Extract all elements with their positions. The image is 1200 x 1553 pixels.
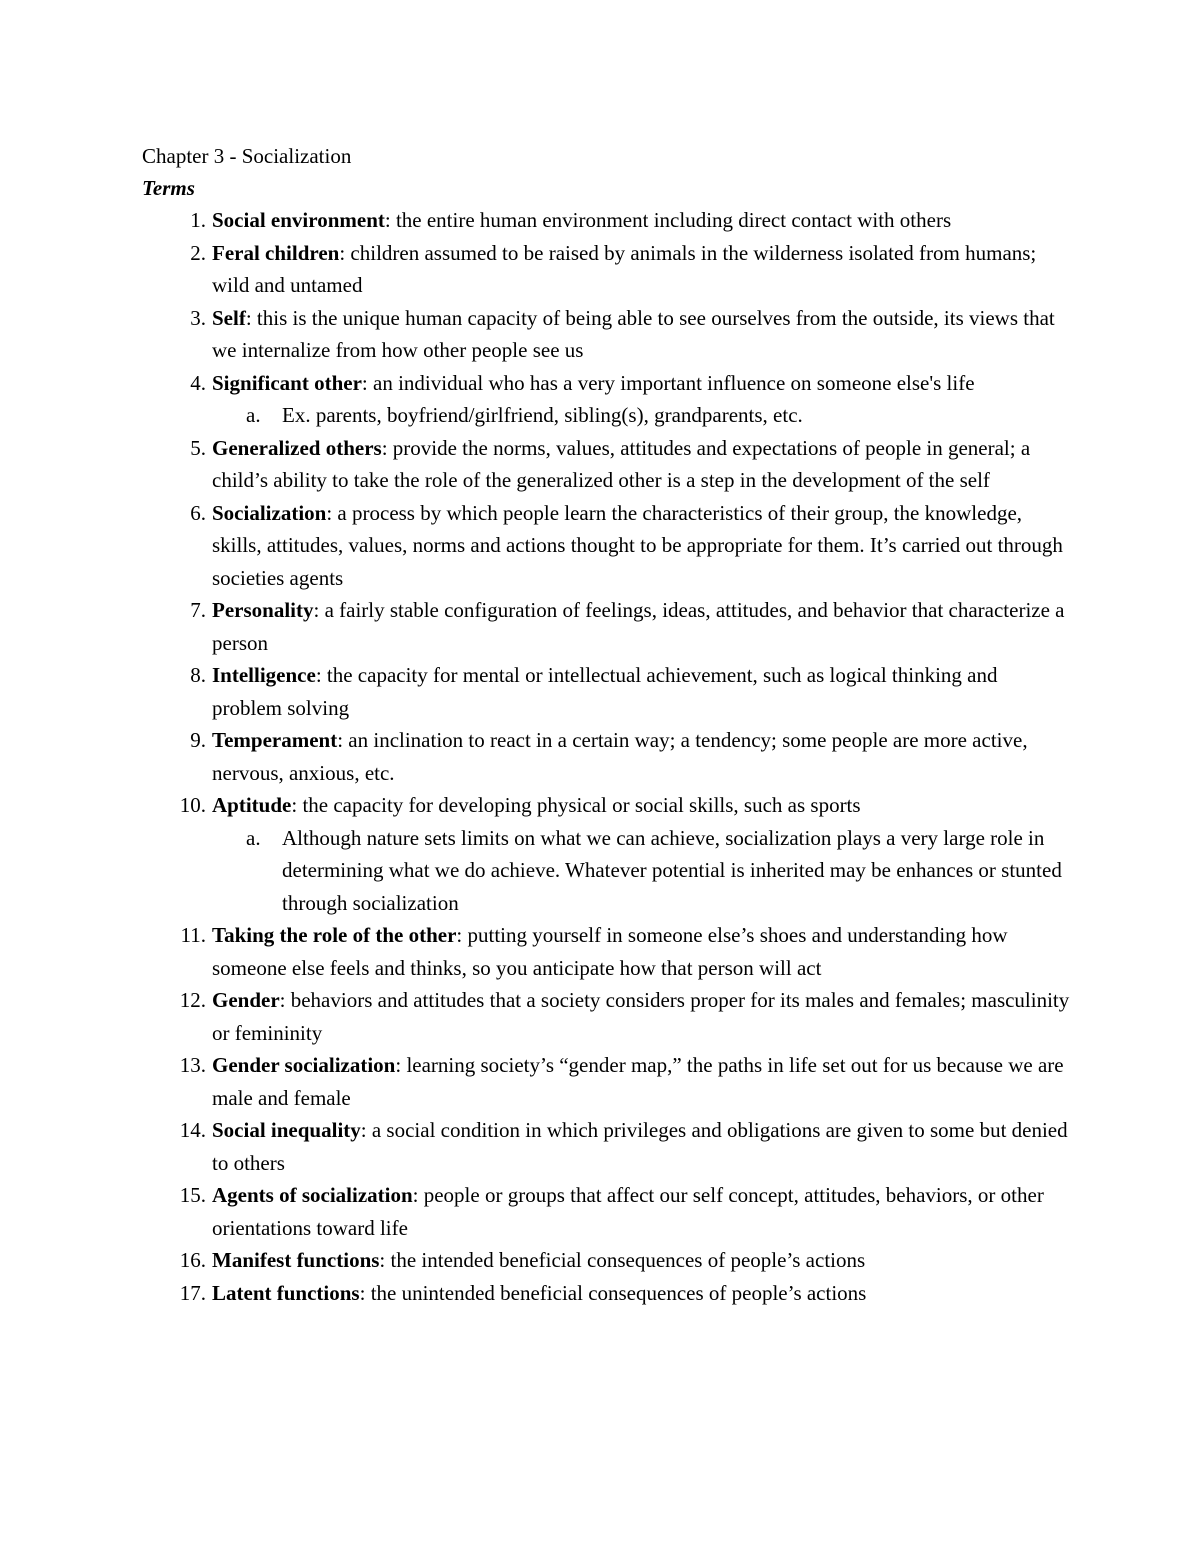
- term-definition: : provide the norms, values, attitudes and expectations of people in general; a child’s ability to take the role of the generalized other is a step in the development of the self: [212, 435, 1031, 492]
- term-definition: : the entire human environment including direct contact with others: [384, 208, 952, 232]
- term-number: 8.: [190, 663, 206, 687]
- sub-item-text: Ex. parents, boyfriend/girlfriend, sibling(s), grandparents, etc.: [282, 403, 803, 427]
- term-name: Latent functions: [212, 1280, 360, 1305]
- term-name: Significant other: [212, 370, 362, 395]
- term-name: Personality: [212, 598, 314, 622]
- term-item: [142, 1179, 1072, 1244]
- term-number: 10.: [179, 793, 206, 817]
- term-item: [142, 789, 1072, 919]
- term-number: 9.: [190, 728, 206, 752]
- term-definition: : an individual who has a very important influence on someone else's life: [361, 370, 975, 395]
- terms-list: [142, 204, 1072, 1309]
- term-number: 16.: [179, 1248, 206, 1272]
- term-item: [142, 919, 1072, 984]
- term-number: 13.: [179, 1053, 206, 1077]
- term-name: Self: [212, 305, 246, 330]
- term-number: 3.: [190, 305, 206, 330]
- term-definition: : the unintended beneficial consequences of people’s actions: [359, 1280, 867, 1305]
- term-item: [142, 204, 1072, 237]
- term-number: 6.: [190, 500, 206, 525]
- term-definition: : putting yourself in someone else’s shoes and understanding how someone else feels and thinks, so you anticipate how that person will act: [212, 923, 1008, 980]
- term-name: Agents of socialization: [212, 1183, 413, 1207]
- term-number: 15.: [179, 1183, 206, 1207]
- document-title: Chapter 3 - Socialization: [142, 144, 352, 168]
- term-name: Temperament: [212, 728, 338, 752]
- term-number: 1.: [190, 208, 206, 232]
- term-name: Manifest functions: [212, 1248, 380, 1272]
- sub-item-letter: a.: [246, 403, 261, 427]
- term-item: [142, 497, 1072, 595]
- term-definition: : an inclination to react in a certain way; a tendency; some people are more active, nervous, anxious, etc.: [212, 728, 1028, 785]
- term-number: 14.: [179, 1118, 206, 1142]
- term-name: Gender: [212, 988, 280, 1012]
- term-item: [142, 432, 1072, 497]
- term-item: [142, 367, 1072, 432]
- term-item: [142, 1244, 1072, 1277]
- term-name: Social inequality: [212, 1118, 361, 1142]
- term-name: Intelligence: [212, 663, 316, 687]
- term-definition: : a social condition in which privileges and obligations are given to some but denied to others: [212, 1118, 1068, 1175]
- term-name: Social environment: [212, 208, 385, 232]
- term-number: 4.: [190, 370, 206, 395]
- document-body: [142, 140, 1072, 1309]
- term-definition: : a fairly stable configuration of feelings, ideas, attitudes, and behavior that characterize a person: [212, 598, 1065, 655]
- term-name: Gender socialization: [212, 1053, 396, 1077]
- term-definition: : the capacity for mental or intellectual achievement, such as logical thinking and problem solving: [212, 663, 998, 720]
- term-definition: : the intended beneficial consequences of people’s actions: [379, 1248, 866, 1272]
- term-item: [142, 302, 1072, 367]
- term-name: Taking the role of the other: [212, 923, 457, 947]
- term-name: Feral children: [212, 240, 340, 265]
- term-number: 11.: [180, 923, 206, 947]
- term-definition: : behaviors and attitudes that a society considers proper for its males and females; masculinity or femininity: [212, 988, 1070, 1045]
- sub-item-letter: a.: [246, 825, 261, 850]
- term-number: 17.: [179, 1280, 206, 1305]
- sub-list: [212, 822, 1072, 920]
- sub-list: [212, 399, 1072, 432]
- term-name: Socialization: [212, 500, 327, 525]
- term-item: [142, 594, 1072, 659]
- term-definition: : learning society’s “gender map,” the paths in life set out for us because we are male and female: [212, 1053, 1064, 1110]
- term-item: [142, 659, 1072, 724]
- section-heading: Terms: [142, 176, 195, 200]
- term-item: [142, 724, 1072, 789]
- sub-item: [212, 399, 1072, 432]
- term-name: Generalized others: [212, 435, 382, 460]
- term-name: Aptitude: [212, 793, 292, 817]
- term-item: [142, 1277, 1072, 1310]
- term-number: 12.: [179, 988, 206, 1012]
- term-item: [142, 1114, 1072, 1179]
- term-number: 7.: [190, 598, 206, 622]
- term-number: 5.: [190, 435, 206, 460]
- term-definition: : a process by which people learn the characteristics of their group, the knowledge, skills, attitudes, values, norms and actions thought to be appropriate for them. It’s carried out through societies agents: [212, 500, 1063, 590]
- term-definition: : children assumed to be raised by animals in the wilderness isolated from humans; wild and untamed: [212, 240, 1037, 297]
- term-definition: : the capacity for developing physical or social skills, such as sports: [291, 793, 861, 817]
- sub-item-text: Although nature sets limits on what we can achieve, socialization plays a very large role in determining what we do achieve. Whatever potential is inherited may be enhances or stunted through socialization: [282, 825, 1062, 915]
- term-item: [142, 1049, 1072, 1114]
- sub-item: [212, 822, 1072, 920]
- term-definition: : this is the unique human capacity of being able to see ourselves from the outside, its views that we internalize from how other people see us: [212, 305, 1055, 362]
- term-definition: : people or groups that affect our self concept, attitudes, behaviors, or other orientations toward life: [212, 1183, 1044, 1240]
- term-number: 2.: [190, 240, 206, 265]
- term-item: [142, 984, 1072, 1049]
- term-item: [142, 237, 1072, 302]
